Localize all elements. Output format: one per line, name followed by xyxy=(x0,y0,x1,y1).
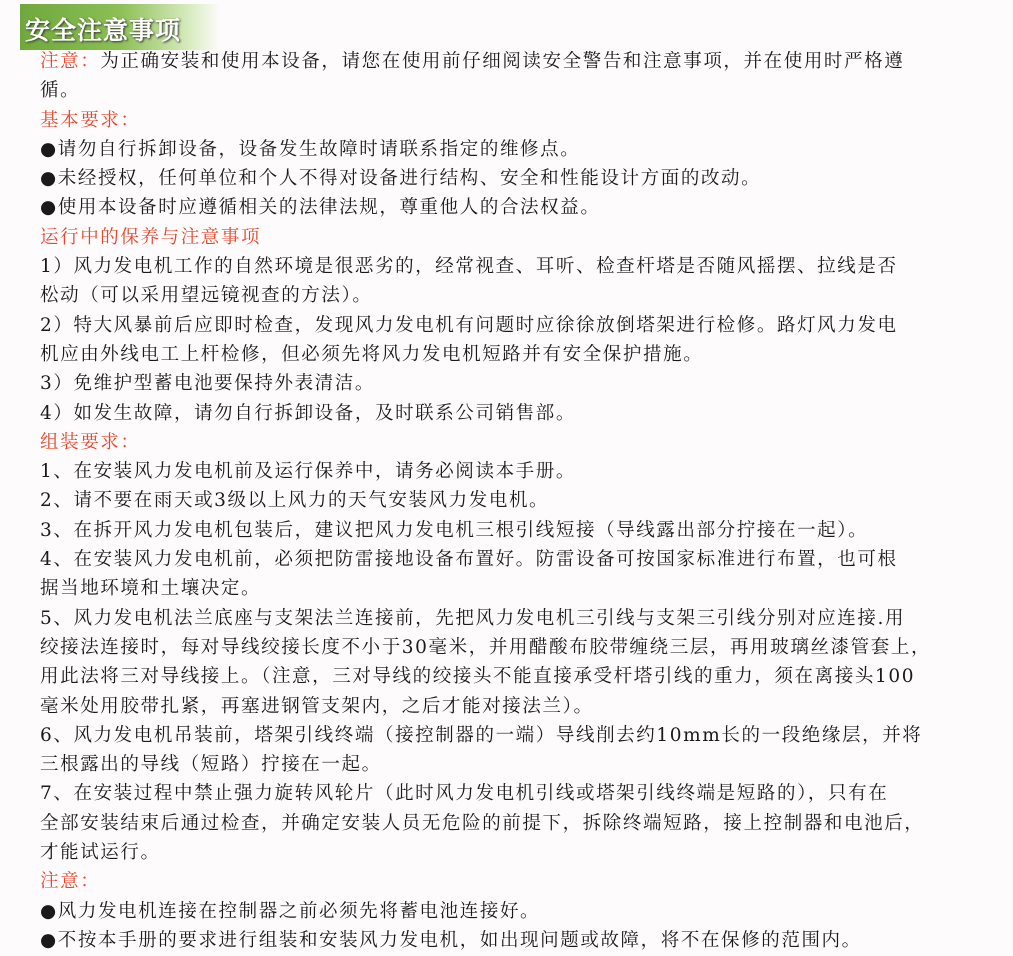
text-line xyxy=(40,692,1000,721)
text-line xyxy=(40,779,1000,808)
line-text: 才能试运行。 xyxy=(40,842,161,864)
text-line xyxy=(40,164,1000,193)
section-title: 安全注意事项 xyxy=(25,16,182,45)
line-text: 据当地环境和土壤决定。 xyxy=(40,578,262,600)
line-text: ●未经授权，任何单位和个人不得对设备进行结构、安全和性能设计方面的改动。 xyxy=(40,168,762,190)
text-line-with-label xyxy=(40,47,1000,76)
line-text: ●使用本设备时应遵循相关的法律法规，尊重他人的合法权益。 xyxy=(40,197,601,219)
text-line xyxy=(40,252,1000,281)
section-header xyxy=(20,4,220,50)
text-line xyxy=(40,281,1000,310)
text-line xyxy=(40,516,1000,545)
text-line xyxy=(40,897,1000,926)
line-text: 机应由外线电工上杆检修，但必须先将风力发电机短路并有安全保护措施。 xyxy=(40,343,704,365)
line-text: 7、在安装过程中禁止强力旋转风轮片（此时风力发电机引线或塔架引线终端是短路的），只有在 xyxy=(40,783,889,805)
text-line xyxy=(40,574,1000,603)
line-text: 全部安装结束后通过检查，并确定安装人员无危险的前提下，拆除终端短路，接上控制器和电池后， xyxy=(40,812,925,834)
line-text: 松动（可以采用望远镜视查的方法）。 xyxy=(40,285,373,307)
line-text: 2、请不要在雨天或3级以上风力的天气安装风力发电机。 xyxy=(40,490,550,512)
text-line xyxy=(40,486,1000,515)
text-line xyxy=(40,662,1000,691)
line-text: 6、风力发电机吊装前，塔架引线终端（接控制器的一端）导线削去约10mm长的一段绝缘层，并将 xyxy=(40,724,923,746)
text-line xyxy=(40,457,1000,486)
text-line xyxy=(40,369,1000,398)
text-line-with-label xyxy=(40,428,1000,457)
line-text: 4）如发生故障，请勿自行拆卸设备，及时联系公司销售部。 xyxy=(40,402,576,424)
line-text: 5、风力发电机法兰底座与支架法兰连接前，先把风力发电机三引线与支架三引线分别对应连接.用 xyxy=(40,607,906,629)
line-text: 用此法将三对导线接上。（注意，三对导线的绞接头不能直接承受杆塔引线的重力，须在离接头100 xyxy=(40,666,916,688)
text-line xyxy=(40,135,1000,164)
line-text: 三根露出的导线（短路）拧接在一起。 xyxy=(40,754,382,776)
text-line-with-label xyxy=(40,106,1000,135)
text-line xyxy=(40,545,1000,574)
text-line xyxy=(40,633,1000,662)
line-text: 3）免维护型蓄电池要保持外表清洁。 xyxy=(40,373,375,395)
text-line xyxy=(40,193,1000,222)
text-line-with-label xyxy=(40,223,1000,252)
document-body xyxy=(40,47,1000,955)
line-text: 1、在安装风力发电机前及运行保养中，请务必阅读本手册。 xyxy=(40,461,576,483)
section-label: 注意： xyxy=(40,871,101,893)
line-text: 4、在安装风力发电机前，必须把防雷接地设备布置好。防雷设备可按国家标准进行布置，也可根 xyxy=(40,549,898,571)
text-line xyxy=(40,809,1000,838)
line-text: 为正确安装和使用本设备，请您在使用前仔细阅读安全警告和注意事项，并在使用时严格遵 xyxy=(100,51,905,72)
text-line xyxy=(40,311,1000,340)
text-line xyxy=(40,604,1000,633)
line-text: 1）风力发电机工作的自然环境是很恶劣的，经常视查、耳听、检查杆塔是否随风摇摆、拉线是否 xyxy=(40,256,898,278)
text-line xyxy=(40,340,1000,369)
text-line xyxy=(40,750,1000,779)
section-label: 基本要求： xyxy=(40,109,141,131)
text-line xyxy=(40,76,1000,105)
text-line xyxy=(40,838,1000,867)
line-text: ●不按本手册的要求进行组装和安装风力发电机，如出现问题或故障，将不在保修的范围内。 xyxy=(40,929,862,951)
line-text: 3、在拆开风力发电机包装后，建议把风力发电机三根引线短接（导线露出部分拧接在一起）。 xyxy=(40,519,869,541)
line-text: 2）特大风暴前后应即时检查，发现风力发电机有问题时应徐徐放倒塔架进行检修。路灯风力发电 xyxy=(40,314,898,336)
text-line xyxy=(40,721,1000,750)
line-text: 毫米处用胶带扎紧，再塞进钢管支架内，之后才能对接法兰）。 xyxy=(40,695,594,717)
line-text: ●请勿自行拆卸设备，设备发生故障时请联系指定的维修点。 xyxy=(40,138,581,160)
section-label: 注意： xyxy=(40,51,101,72)
line-text: 绞接法连接时，每对导线绞接长度不小于30毫米，并用醋酸布胶带缠绕三层，再用玻璃丝漆管套上， xyxy=(40,636,932,658)
text-line-with-label xyxy=(40,867,1000,896)
line-text: ●风力发电机连接在控制器之前必须先将蓄电池连接好。 xyxy=(40,900,541,922)
line-text: 循。 xyxy=(40,80,81,102)
section-label: 组装要求： xyxy=(40,431,141,453)
text-line xyxy=(40,399,1000,428)
section-label: 运行中的保养与注意事项 xyxy=(40,226,262,248)
text-line xyxy=(40,926,1000,955)
